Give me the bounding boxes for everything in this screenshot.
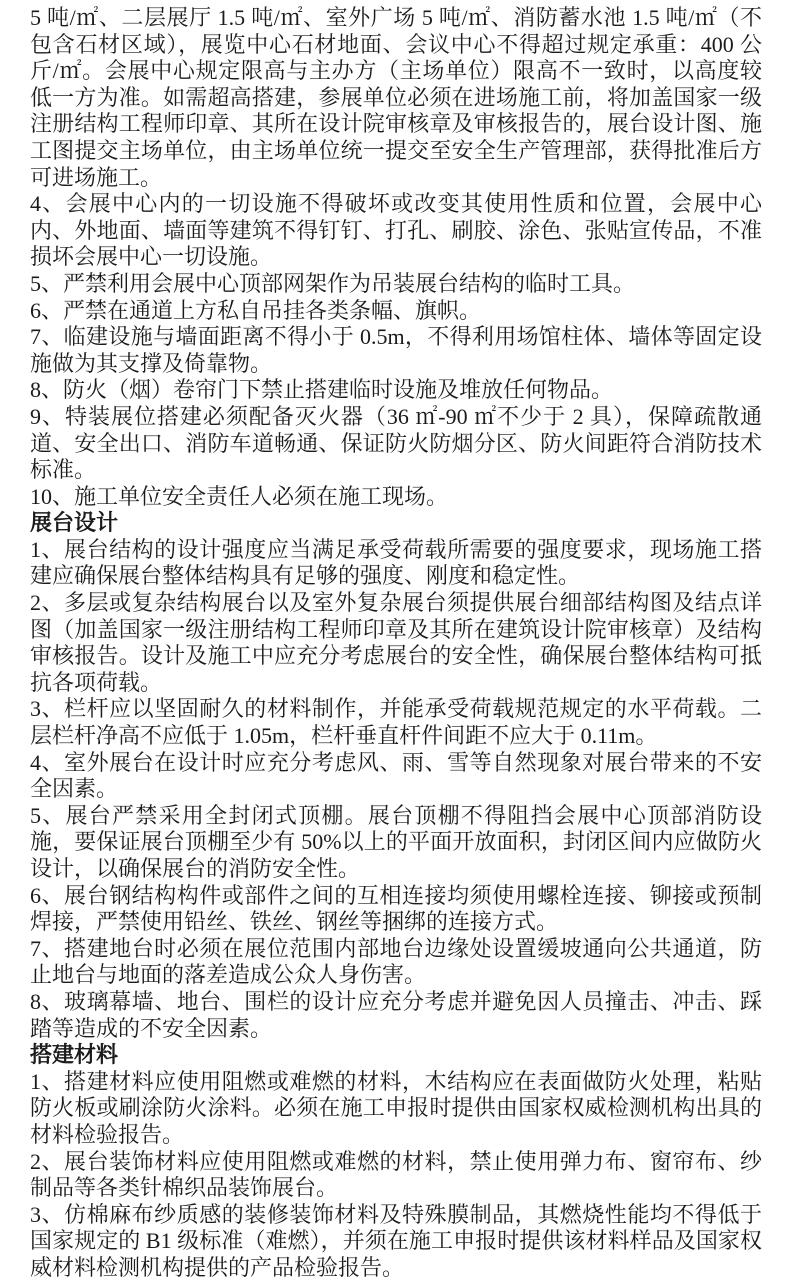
- paragraph-design-5: 5、展台严禁采用全封闭式顶棚。展台顶棚不得阻挡会展中心顶部消防设施，要保证展台顶棚至少有 50%以上的平面开放面积，封闭区间内应做防火设计，以确保展台的消防安全性。: [30, 802, 762, 881]
- paragraph-design-7: 7、搭建地台时必须在展位范围内部地台边缘处设置缓坡通向公共通道，防止地台与地面的落差造成公众人身伤害。: [30, 935, 762, 988]
- paragraph-rule-8: 8、防火（烟）卷帘门下禁止搭建临时设施及堆放任何物品。: [30, 377, 614, 403]
- paragraph-design-2: 2、多层或复杂结构展台以及室外复杂展台须提供展台细部结构图及结点详图（加盖国家一级注册结构工程师印章及其所在建筑设计院审核章）及结构审核报告。设计及施工中应充分考虑展台的安全性，确保展台整体结构可抵抗各项荷载。: [30, 590, 762, 695]
- paragraph-rule-4: 4、会展中心内的一切设施不得破坏或改变其使用性质和位置，会展中心内、外地面、墙面等建筑不得钉钉、打孔、刷胶、涂色、张贴宣传品，不准损坏会展中心一切设施。: [30, 191, 762, 270]
- paragraph-rule-6: 6、严禁在通道上方私自吊挂各类条幅、旗帜。: [30, 297, 482, 323]
- paragraph-design-4: 4、室外展台在设计时应充分考虑风、雨、雪等自然现象对展台带来的不安全因素。: [30, 749, 762, 802]
- paragraph-loadlimit-continuation: 5 吨/㎡、二层展厅 1.5 吨/㎡、室外广场 5 吨/㎡、消防蓄水池 1.5 吨/㎡（不包含石材区域），展览中心石材地面、会议中心不得超过规定承重：400 公斤/㎡。会展中心规定限高与主办方（主场单位）限高不一致时，以高度较低一方为准。如需超高搭建，参展单位必须在进场施工前，将加盖国家一级注册结构工程师印章、其所在设计院审核章及审核报告的，展台设计图、施工图提交主场单位，由主场单位统一提交至安全生产管理部，获得批准后方可进场施工。: [30, 5, 762, 190]
- section-heading-booth-design: 展台设计: [30, 510, 119, 536]
- paragraph-material-1: 1、搭建材料应使用阻燃或难燃的材料，木结构应在表面做防火处理，粘贴防火板或刷涂防火涂料。必须在施工申报时提供由国家权威检测机构出具的材料检验报告。: [30, 1068, 762, 1147]
- paragraph-rule-10: 10、施工单位安全责任人必须在施工现场。: [30, 483, 449, 509]
- paragraph-design-8: 8、玻璃幕墙、地台、围栏的设计应充分考虑并避免因人员撞击、冲击、踩踏等造成的不安全因素。: [30, 988, 762, 1041]
- paragraph-rule-5: 5、严禁利用会展中心顶部网架作为吊装展台结构的临时工具。: [30, 270, 636, 296]
- section-heading-materials: 搭建材料: [30, 1042, 119, 1068]
- paragraph-rule-9: 9、特装展位搭建必须配备灭火器（36 ㎡-90 ㎡不少于 2 具），保障疏散通道、安全出口、消防车道畅通、保证防火防烟分区、防火间距符合消防技术标准。: [30, 403, 762, 483]
- paragraph-design-6: 6、展台钢结构构件或部件之间的互相连接均须使用螺栓连接、铆接或预制焊接，严禁使用铅丝、铁丝、钢丝等捆绑的连接方式。: [30, 882, 762, 935]
- paragraph-design-3: 3、栏杆应以坚固耐久的材料制作，并能承受荷载规范规定的水平荷载。二层栏杆净高不应低于 1.05m，栏杆垂直杆件间距不应大于 0.11m。: [30, 696, 762, 749]
- paragraph-rule-7: 7、临建设施与墙面距离不得小于 0.5m，不得利用场馆柱体、墙体等固定设施做为其支撑及倚靠物。: [30, 324, 762, 376]
- paragraph-material-2: 2、展台装饰材料应使用阻燃或难燃的材料，禁止使用弹力布、窗帘布、纱制品等各类针棉织品装饰展台。: [30, 1148, 762, 1201]
- paragraph-design-1: 1、展台结构的设计强度应当满足承受荷载所需要的强度要求，现场施工搭建应确保展台整体结构具有足够的强度、刚度和稳定性。: [30, 536, 762, 589]
- paragraph-material-3: 3、仿棉麻布纱质感的装修装饰材料及特殊膜制品，其燃烧性能均不得低于国家规定的 B1 级标准（难燃），并须在施工申报时提供该材料样品及国家权威材料检测机构提供的产品检验报告。: [30, 1201, 762, 1280]
